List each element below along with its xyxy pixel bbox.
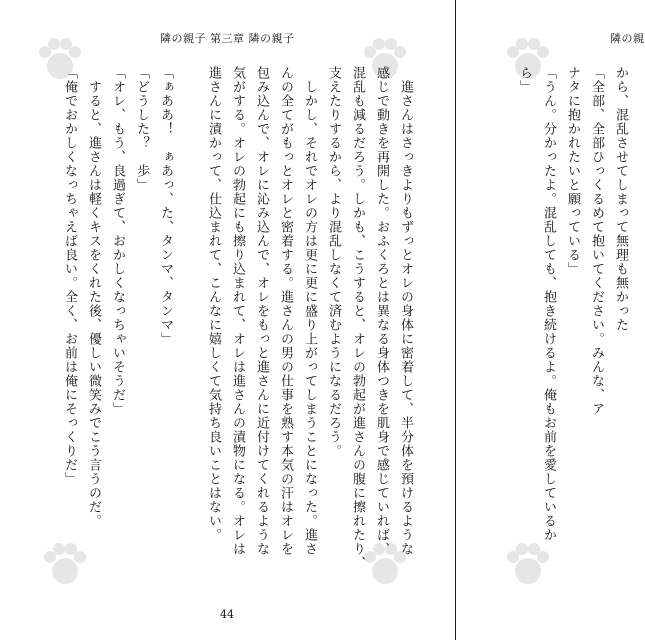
text-line: ら」 xyxy=(517,66,532,94)
text-line: しかし、それでオレの方は更に更に盛り上がってしまうことになった。進さ xyxy=(302,66,317,556)
running-header: 隣の親子 第三章 隣の親子 xyxy=(160,32,295,45)
text-line: ナタに抱かれたいと願っている」 xyxy=(565,66,580,276)
page-number: 44 xyxy=(220,608,234,621)
body-text xyxy=(512,66,632,576)
text-line: すると、進さんは軽くキスをくれた後、優しい微笑みでこう言うのだ。 xyxy=(86,66,101,528)
text-line: 支えたりするから、より混乱しなくて済むようになるだろう。 xyxy=(326,66,341,458)
right-page xyxy=(456,0,645,640)
text-line: 「俺でおかしくなっちゃえば良い。全く、お前は俺にそっくりだ」 xyxy=(62,66,77,486)
text-line: から、混乱させてしまって無理も無かった xyxy=(613,66,628,332)
text-line: 進さんに漬かって、仕込まれて、こんなに嬉しくて気持ち良いことはない。 xyxy=(206,66,221,542)
text-line: 気がする。オレの勃起にも擦り込まれて、オレは進さんの漬物になる。オレは xyxy=(230,66,245,556)
text-line: 「全部、全部ひっくるめて抱いてください。みんな、ア xyxy=(589,66,604,416)
text-line: 「オレ、もう、良過ぎて、おかしくなっちゃいそうだ」 xyxy=(110,66,125,416)
text-line: んの全てがもっとオレと密着する。進さんの男の仕事を熟す本気の汗はオレを xyxy=(278,66,293,556)
text-line: 「どうした？ 歩」 xyxy=(134,66,149,192)
running-header: 隣の親 xyxy=(610,32,645,45)
text-line: 「うん。分かったよ。混乱しても、抱き続けるよ。俺もお前を愛しているか xyxy=(541,66,556,542)
text-line: 進さんはさっきよりもずっとオレの身体に密着して、半分体を預けるような xyxy=(398,66,413,556)
body-text xyxy=(57,66,417,576)
text-line: 感じで動きを再開した。おふくろとは異なる身体つきを肌身で感じていれば、 xyxy=(374,66,389,556)
text-line: 包み込んで、オレに沁み込んで、オレをもっと進さんに近付けてくれるような xyxy=(254,66,269,556)
text-line: 「ぁああ！ ぁあっ、た、タンマ、タンマ」 xyxy=(158,66,173,346)
text-line: 混乱も減るだろう。しかも、こうすると、オレの勃起が進さんの腹に擦れたり、 xyxy=(350,66,365,570)
